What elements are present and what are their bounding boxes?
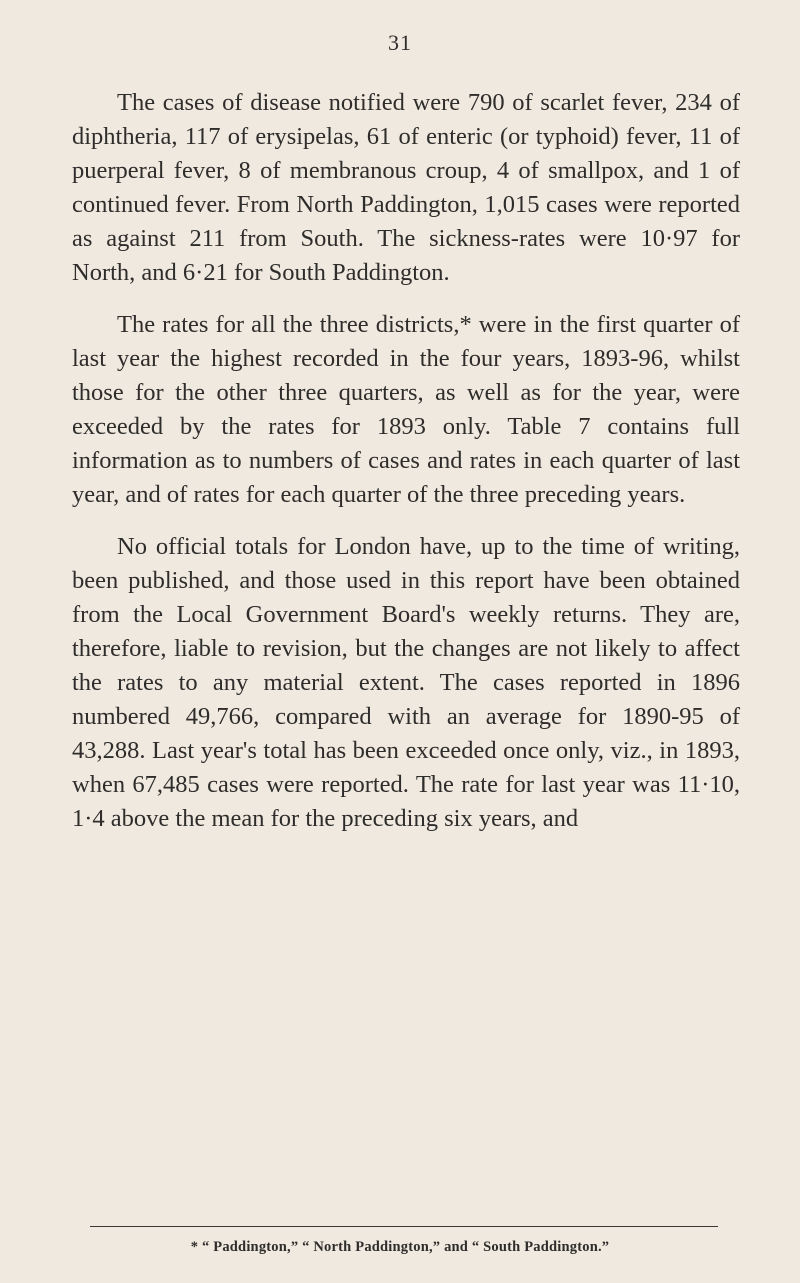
paragraph-district-rates: The rates for all the three districts,* were in the first quarter of last year the highest recorded in the four years, 1893-96, whilst those for the other three quarters, as well as for the year, were exceeded by the rates for 1893 only. Table 7 contains full information as to numbers of cases and rates in each quarter of last year, and of rates for each quarter of the three preceding years.: [72, 311, 740, 508]
paragraph-disease-cases: The cases of disease notified were 790 of scarlet fever, 234 of diphtheria, 117 of erysipelas, 61 of enteric (or typhoid) fever, 11 of puerperal fever, 8 of membranous croup, 4 of smallpox, and 1 of continued fever. From North Paddington, 1,015 cases were reported as against 211 from South. The sickness-rates were 10·97 for North, and 6·21 for South Paddington.: [72, 89, 740, 286]
footnote-divider: [90, 1226, 718, 1227]
page-number: 31: [388, 30, 412, 55]
footnote: * “ Paddington,” “ North Paddington,” and “ South Paddington.”: [190, 1239, 610, 1255]
paragraph-london-totals: No official totals for London have, up to the time of writing, been published, and those used in this report have been obtained from the Local Government Board's weekly returns. They are, therefore, liable to revision, but the changes are not likely to affect the rates to any material extent. The cases reported in 1896 numbered 49,766, compared with an average for 1890-95 of 43,288. Last year's total has been exceeded once only, viz., in 1893, when 67,485 cases were reported. The rate for last year was 11·10, 1·4 above the mean for the preceding six years, and: [72, 533, 740, 832]
body-text: [72, 86, 740, 836]
